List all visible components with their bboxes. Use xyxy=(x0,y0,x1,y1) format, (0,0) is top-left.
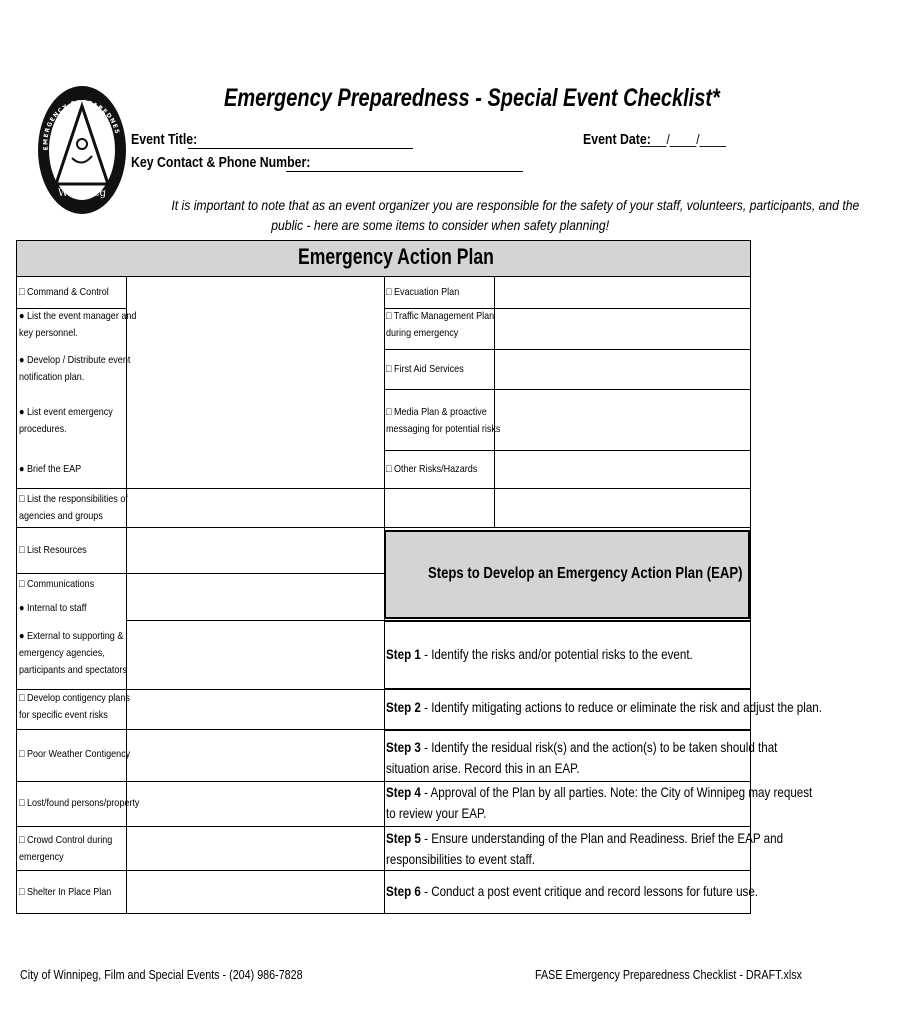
item-lost-found[interactable]: □ Lost/found persons/property xyxy=(19,797,140,809)
item-emergency-procedures[interactable]: ● List event emergency procedures. xyxy=(19,406,113,435)
step-2: Step 2 - Identify mitigating actions to reduce or eliminate the risk and adjust the plan. xyxy=(386,699,822,715)
footer-contact: City of Winnipeg, Film and Special Events - (204) 986-7828 xyxy=(20,968,303,982)
item-list-resources[interactable]: □ List Resources xyxy=(19,544,87,556)
svg-text:Winnipeg: Winnipeg xyxy=(57,188,107,199)
notice-line-1: It is important to note that as an event organizer you are responsible for the safety of your staff, volunteers, participants, and the xyxy=(171,197,860,213)
item-crowd-control[interactable]: □ Crowd Control during emergency xyxy=(19,834,113,863)
item-responsibilities[interactable]: □ List the responsibilities of agencies and groups xyxy=(19,493,128,522)
step-3: Step 3 - Identify the residual risk(s) and the action(s) to be taken should that situation arise. Record this in an EAP. xyxy=(386,739,778,776)
steps-title: Steps to Develop an Emergency Action Plan (EAP) xyxy=(428,565,743,582)
item-other-risks[interactable]: □ Other Risks/Hazards xyxy=(386,463,478,475)
svg-text:EMERGENCY PREPAREDNESS PROGRAM: EMERGENCY PREPAREDNES xyxy=(42,99,121,151)
logo-seal-icon xyxy=(36,84,126,216)
item-first-aid[interactable]: □ First Aid Services xyxy=(386,363,464,375)
event-title-label: Event Title: xyxy=(131,132,198,148)
section-title: Emergency Action Plan xyxy=(298,244,494,269)
event-date-field[interactable]: ____/____/____ xyxy=(640,131,727,147)
step-4: Step 4 - Approval of the Plan by all parties. Note: the City of Winnipeg may request to review your EAP. xyxy=(386,784,813,821)
item-communications[interactable]: □ Communications xyxy=(19,578,95,590)
page-title: Emergency Preparedness - Special Event Checklist* xyxy=(224,84,720,112)
item-brief-eap[interactable]: ● Brief the EAP xyxy=(19,463,82,475)
event-date-label: Event Date: xyxy=(583,132,651,148)
item-external-agencies[interactable]: ● External to supporting & emergency agencies, participants and spectators xyxy=(19,630,127,676)
key-contact-label: Key Contact & Phone Number: xyxy=(131,155,311,171)
item-evacuation-plan[interactable]: □ Evacuation Plan xyxy=(386,286,460,298)
key-contact-field[interactable] xyxy=(286,171,523,172)
item-command-control[interactable]: □ Command & Control xyxy=(19,286,109,298)
event-title-field[interactable] xyxy=(188,148,413,149)
footer-filename: FASE Emergency Preparedness Checklist - DRAFT.xlsx xyxy=(535,968,803,982)
step-6: Step 6 - Conduct a post event critique and record lessons for future use. xyxy=(386,883,759,899)
item-internal-staff[interactable]: ● Internal to staff xyxy=(19,602,87,614)
emergency-preparedness-logo xyxy=(36,84,126,216)
item-event-manager[interactable]: ● List the event manager and key personnel. xyxy=(19,310,137,339)
safety-notice xyxy=(120,195,860,235)
item-contingency-plans[interactable]: □ Develop contigency plans for specific event risks xyxy=(19,692,130,721)
step-1: Step 1 - Identify the risks and/or potential risks to the event. xyxy=(386,646,693,662)
item-notification-plan[interactable]: ● Develop / Distribute event notification plan. xyxy=(19,354,131,383)
item-traffic-management[interactable]: □ Traffic Management Plan during emergency xyxy=(386,310,495,339)
notice-line-2: public - here are some items to consider when safety planning! xyxy=(271,217,609,233)
item-media-plan[interactable]: □ Media Plan & proactive messaging for potential risks xyxy=(386,406,501,435)
step-5: Step 5 - Ensure understanding of the Plan and Readiness. Brief the EAP and responsibilities to event staff. xyxy=(386,830,784,867)
item-poor-weather[interactable]: □ Poor Weather Contigency xyxy=(19,748,131,760)
item-shelter-in-place[interactable]: □ Shelter In Place Plan xyxy=(19,886,112,898)
